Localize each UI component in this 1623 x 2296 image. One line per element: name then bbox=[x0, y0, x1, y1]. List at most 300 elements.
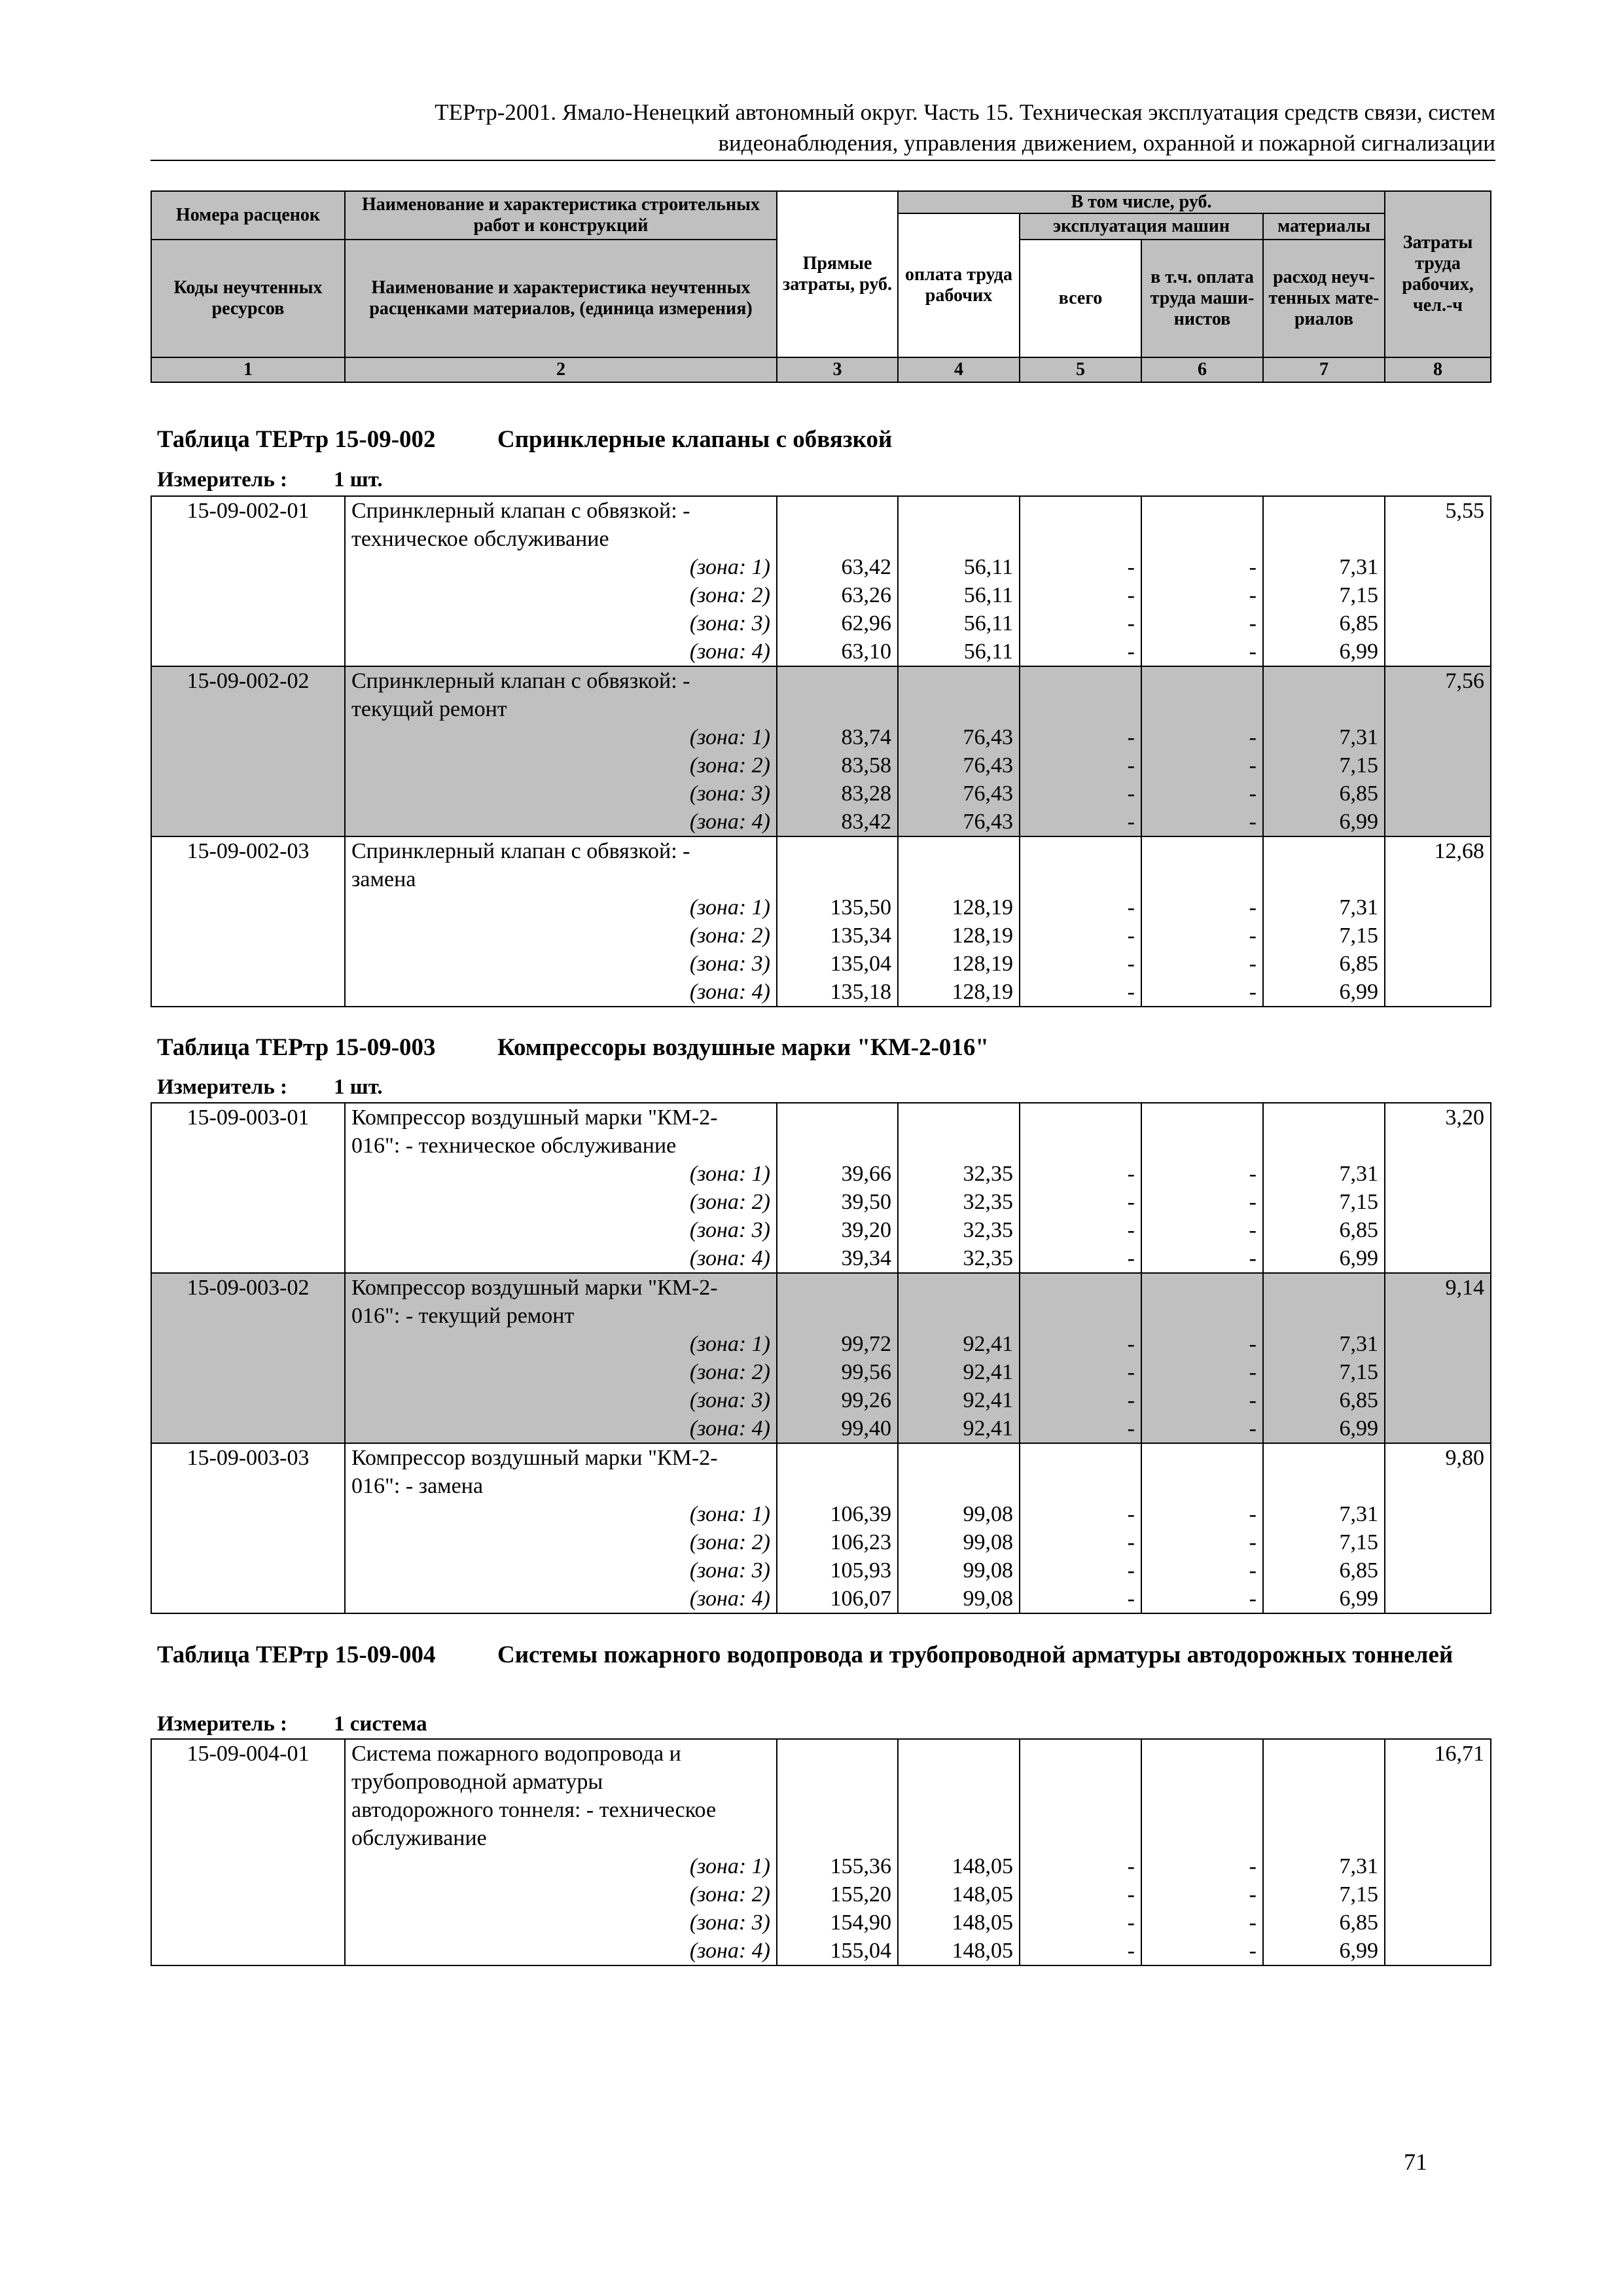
zone-label: (зона: 1) bbox=[345, 553, 777, 581]
value-mach-pay: - bbox=[1141, 978, 1263, 1007]
zone-row bbox=[151, 581, 1491, 609]
empty-cell bbox=[1385, 751, 1491, 780]
value-pay: 32,35 bbox=[898, 1188, 1020, 1216]
empty-cell bbox=[151, 1880, 345, 1909]
value-pay: 56,11 bbox=[898, 609, 1020, 637]
value-pay: 76,43 bbox=[898, 751, 1020, 780]
empty-cell bbox=[898, 666, 1020, 695]
zone-label: (зона: 4) bbox=[345, 1585, 777, 1613]
empty-cell bbox=[1385, 865, 1491, 893]
header-line-1: ТЕРтр-2001. Ямало-Ненецкий автономный округ. Часть 15. Техническая эксплуатация средств связи, систем bbox=[435, 99, 1495, 125]
empty-cell bbox=[898, 496, 1020, 525]
empty-cell bbox=[1141, 865, 1263, 893]
value-mach: - bbox=[1020, 1330, 1141, 1358]
empty-cell bbox=[151, 1386, 345, 1414]
value-pay: 92,41 bbox=[898, 1386, 1020, 1414]
zone-row bbox=[151, 1330, 1491, 1358]
table-name: Системы пожарного водопровода и трубопроводной арматуры автодорожных тоннелей bbox=[497, 1641, 1454, 1668]
value-mach: - bbox=[1020, 950, 1141, 978]
rate-description-row bbox=[151, 1739, 1491, 1768]
empty-cell bbox=[1385, 581, 1491, 609]
empty-cell bbox=[1141, 1443, 1263, 1472]
value-pay: 76,43 bbox=[898, 723, 1020, 751]
empty-cell bbox=[1385, 1160, 1491, 1188]
empty-cell bbox=[151, 1330, 345, 1358]
value-pay: 56,11 bbox=[898, 581, 1020, 609]
rate-description: обслуживание bbox=[345, 1824, 777, 1852]
empty-cell bbox=[1020, 1768, 1141, 1796]
empty-cell bbox=[151, 695, 345, 723]
rate-code: 15-09-003-03 bbox=[151, 1443, 345, 1472]
empty-cell bbox=[151, 950, 345, 978]
empty-cell bbox=[777, 1273, 898, 1302]
empty-cell bbox=[777, 865, 898, 893]
empty-cell bbox=[777, 496, 898, 525]
empty-cell bbox=[1141, 695, 1263, 723]
empty-cell bbox=[898, 1739, 1020, 1768]
value-pay: 128,19 bbox=[898, 893, 1020, 922]
empty-cell bbox=[1385, 1414, 1491, 1443]
empty-cell bbox=[151, 865, 345, 893]
zone-row bbox=[151, 808, 1491, 836]
zone-row bbox=[151, 1414, 1491, 1443]
value-direct: 62,96 bbox=[777, 609, 898, 637]
value-direct: 106,39 bbox=[777, 1500, 898, 1528]
zone-row bbox=[151, 723, 1491, 751]
empty-cell bbox=[898, 836, 1020, 865]
empty-cell bbox=[151, 1796, 345, 1824]
value-direct: 105,93 bbox=[777, 1556, 898, 1585]
value-mat: 6,99 bbox=[1263, 1414, 1385, 1443]
value-pay: 32,35 bbox=[898, 1160, 1020, 1188]
value-mach-pay: - bbox=[1141, 1188, 1263, 1216]
value-mat: 7,31 bbox=[1263, 723, 1385, 751]
empty-cell bbox=[151, 780, 345, 808]
rates-table bbox=[151, 1738, 1491, 1966]
empty-cell bbox=[1263, 1739, 1385, 1768]
zone-label: (зона: 4) bbox=[345, 1937, 777, 1965]
empty-cell bbox=[151, 978, 345, 1007]
empty-cell bbox=[151, 1852, 345, 1880]
empty-cell bbox=[1263, 525, 1385, 553]
empty-cell bbox=[1263, 1132, 1385, 1160]
empty-cell bbox=[151, 581, 345, 609]
unit-line bbox=[157, 467, 383, 493]
empty-cell bbox=[151, 808, 345, 836]
unit-value: 1 шт. bbox=[334, 468, 383, 492]
zone-label: (зона: 2) bbox=[345, 581, 777, 609]
zone-row bbox=[151, 1386, 1491, 1414]
empty-cell bbox=[1020, 1824, 1141, 1852]
empty-cell bbox=[1141, 1796, 1263, 1824]
empty-cell bbox=[777, 1472, 898, 1500]
value-pay: 148,05 bbox=[898, 1909, 1020, 1937]
zone-label: (зона: 2) bbox=[345, 1528, 777, 1556]
empty-cell bbox=[151, 1358, 345, 1386]
value-mat: 6,99 bbox=[1263, 808, 1385, 836]
unit-line bbox=[157, 1074, 383, 1100]
empty-cell bbox=[1385, 1528, 1491, 1556]
value-pay: 99,08 bbox=[898, 1585, 1020, 1613]
empty-cell bbox=[1020, 1302, 1141, 1330]
labor-cost: 3,20 bbox=[1385, 1103, 1491, 1132]
col-number: 1 bbox=[151, 357, 345, 382]
empty-cell bbox=[777, 1443, 898, 1472]
empty-cell bbox=[898, 1472, 1020, 1500]
col-header-resource-codes: Коды неучтенных ресурсов bbox=[151, 240, 345, 357]
value-mach: - bbox=[1020, 723, 1141, 751]
empty-cell bbox=[777, 525, 898, 553]
value-mach: - bbox=[1020, 1852, 1141, 1880]
zone-label: (зона: 1) bbox=[345, 893, 777, 922]
value-direct: 155,04 bbox=[777, 1937, 898, 1965]
rate-code: 15-09-004-01 bbox=[151, 1739, 345, 1768]
empty-cell bbox=[1385, 1585, 1491, 1613]
table-number: Таблица ТЕРтр 15-09-002 bbox=[157, 426, 436, 453]
value-mach: - bbox=[1020, 1414, 1141, 1443]
zone-label: (зона: 2) bbox=[345, 751, 777, 780]
rate-description: замена bbox=[345, 865, 777, 893]
empty-cell bbox=[151, 922, 345, 950]
value-mach-pay: - bbox=[1141, 609, 1263, 637]
rate-description: Компрессор воздушный марки "КМ-2- bbox=[345, 1273, 777, 1302]
rates-table bbox=[151, 495, 1491, 1007]
empty-cell bbox=[1141, 496, 1263, 525]
empty-cell bbox=[1141, 1302, 1263, 1330]
rate-description-row bbox=[151, 865, 1491, 893]
zone-label: (зона: 1) bbox=[345, 1852, 777, 1880]
page-number: 71 bbox=[1404, 2149, 1427, 2175]
value-pay: 32,35 bbox=[898, 1244, 1020, 1273]
value-mach: - bbox=[1020, 1188, 1141, 1216]
value-mach-pay: - bbox=[1141, 581, 1263, 609]
empty-cell bbox=[151, 1585, 345, 1613]
value-mach-pay: - bbox=[1141, 1414, 1263, 1443]
value-mat: 6,85 bbox=[1263, 780, 1385, 808]
zone-row bbox=[151, 609, 1491, 637]
empty-cell bbox=[151, 893, 345, 922]
empty-cell bbox=[898, 1302, 1020, 1330]
empty-cell bbox=[1020, 1132, 1141, 1160]
value-mach-pay: - bbox=[1141, 751, 1263, 780]
empty-cell bbox=[1385, 1216, 1491, 1244]
value-mat: 6,85 bbox=[1263, 1216, 1385, 1244]
value-pay: 148,05 bbox=[898, 1852, 1020, 1880]
value-direct: 99,56 bbox=[777, 1358, 898, 1386]
zone-row bbox=[151, 1852, 1491, 1880]
value-mat: 7,15 bbox=[1263, 922, 1385, 950]
empty-cell bbox=[151, 751, 345, 780]
empty-cell bbox=[1263, 666, 1385, 695]
table-number: Таблица ТЕРтр 15-09-004 bbox=[157, 1641, 436, 1668]
empty-cell bbox=[1385, 553, 1491, 581]
rate-code: 15-09-002-02 bbox=[151, 666, 345, 695]
empty-cell bbox=[1020, 1443, 1141, 1472]
value-mach: - bbox=[1020, 1585, 1141, 1613]
zone-row bbox=[151, 978, 1491, 1007]
zone-row bbox=[151, 1937, 1491, 1965]
value-direct: 99,26 bbox=[777, 1386, 898, 1414]
rate-description-row bbox=[151, 1824, 1491, 1852]
empty-cell bbox=[151, 1500, 345, 1528]
empty-cell bbox=[1385, 1132, 1491, 1160]
value-pay: 148,05 bbox=[898, 1880, 1020, 1909]
empty-cell bbox=[1020, 836, 1141, 865]
empty-cell bbox=[151, 1824, 345, 1852]
value-mach-pay: - bbox=[1141, 1500, 1263, 1528]
value-mach: - bbox=[1020, 1386, 1141, 1414]
empty-cell bbox=[1263, 836, 1385, 865]
value-mach-pay: - bbox=[1141, 1880, 1263, 1909]
unit-value: 1 шт. bbox=[334, 1075, 383, 1099]
value-mach-pay: - bbox=[1141, 950, 1263, 978]
empty-cell bbox=[1141, 1132, 1263, 1160]
value-mach-pay: - bbox=[1141, 1937, 1263, 1965]
value-mat: 6,85 bbox=[1263, 1386, 1385, 1414]
value-direct: 155,36 bbox=[777, 1852, 898, 1880]
empty-cell bbox=[777, 1302, 898, 1330]
empty-cell bbox=[1385, 525, 1491, 553]
value-mach-pay: - bbox=[1141, 1585, 1263, 1613]
zone-label: (зона: 3) bbox=[345, 609, 777, 637]
zone-row bbox=[151, 1216, 1491, 1244]
unit-label: Измеритель : bbox=[157, 468, 288, 492]
empty-cell bbox=[1020, 525, 1141, 553]
value-direct: 135,34 bbox=[777, 922, 898, 950]
value-mach: - bbox=[1020, 1556, 1141, 1585]
rates-table bbox=[151, 1102, 1491, 1614]
zone-label: (зона: 3) bbox=[345, 1909, 777, 1937]
zone-label: (зона: 1) bbox=[345, 1160, 777, 1188]
empty-cell bbox=[1385, 1824, 1491, 1852]
empty-cell bbox=[1263, 1443, 1385, 1472]
value-mat: 7,31 bbox=[1263, 1330, 1385, 1358]
col-header-material-name: Наименование и характеристика неучтенных расценками материалов, (единица измерения) bbox=[345, 240, 777, 357]
value-direct: 135,04 bbox=[777, 950, 898, 978]
col-number: 3 bbox=[777, 357, 898, 382]
rate-description: Компрессор воздушный марки "КМ-2- bbox=[345, 1103, 777, 1132]
zone-label: (зона: 2) bbox=[345, 1880, 777, 1909]
empty-cell bbox=[1385, 723, 1491, 751]
empty-cell bbox=[151, 1414, 345, 1443]
empty-cell bbox=[151, 1244, 345, 1273]
empty-cell bbox=[1385, 1909, 1491, 1937]
value-mach-pay: - bbox=[1141, 1386, 1263, 1414]
rate-code: 15-09-002-01 bbox=[151, 496, 345, 525]
unit-line bbox=[157, 1711, 427, 1737]
value-mach: - bbox=[1020, 1244, 1141, 1273]
empty-cell bbox=[1385, 609, 1491, 637]
value-mat: 7,15 bbox=[1263, 1188, 1385, 1216]
zone-row bbox=[151, 1188, 1491, 1216]
header-line-2: видеонаблюдения, управления движением, охранной и пожарной сигнализации bbox=[718, 130, 1495, 156]
empty-cell bbox=[898, 525, 1020, 553]
col-number: 5 bbox=[1020, 357, 1141, 382]
value-direct: 155,20 bbox=[777, 1880, 898, 1909]
empty-cell bbox=[1385, 1796, 1491, 1824]
col-header-material-consumption: расход неуч-тенных мате-риалов bbox=[1263, 240, 1385, 357]
value-mach: - bbox=[1020, 581, 1141, 609]
col-header-materials: материалы bbox=[1263, 213, 1385, 240]
empty-cell bbox=[151, 553, 345, 581]
value-mat: 7,31 bbox=[1263, 1852, 1385, 1880]
value-mach: - bbox=[1020, 1500, 1141, 1528]
rate-description-row bbox=[151, 1103, 1491, 1132]
rate-description-row bbox=[151, 1273, 1491, 1302]
zone-row bbox=[151, 751, 1491, 780]
empty-cell bbox=[1141, 1768, 1263, 1796]
zone-row bbox=[151, 1585, 1491, 1613]
empty-cell bbox=[1020, 1739, 1141, 1768]
empty-cell bbox=[1385, 893, 1491, 922]
empty-cell bbox=[1385, 1302, 1491, 1330]
zone-label: (зона: 1) bbox=[345, 723, 777, 751]
empty-cell bbox=[1141, 1824, 1263, 1852]
value-pay: 99,08 bbox=[898, 1528, 1020, 1556]
rate-description: Спринклерный клапан с обвязкой: - bbox=[345, 836, 777, 865]
value-mach-pay: - bbox=[1141, 1528, 1263, 1556]
empty-cell bbox=[151, 1216, 345, 1244]
value-pay: 92,41 bbox=[898, 1358, 1020, 1386]
value-mach: - bbox=[1020, 922, 1141, 950]
rate-code: 15-09-003-02 bbox=[151, 1273, 345, 1302]
col-header-work-name: Наименование и характеристика строительных работ и конструкций bbox=[345, 191, 777, 240]
rate-description: техническое обслуживание bbox=[345, 525, 777, 553]
value-direct: 83,28 bbox=[777, 780, 898, 808]
value-pay: 128,19 bbox=[898, 922, 1020, 950]
empty-cell bbox=[777, 1824, 898, 1852]
page-header bbox=[151, 97, 1495, 161]
zone-row bbox=[151, 893, 1491, 922]
zone-label: (зона: 3) bbox=[345, 780, 777, 808]
rate-code: 15-09-002-03 bbox=[151, 836, 345, 865]
empty-cell bbox=[151, 1302, 345, 1330]
value-pay: 92,41 bbox=[898, 1414, 1020, 1443]
rate-description-row bbox=[151, 695, 1491, 723]
value-mat: 7,31 bbox=[1263, 1500, 1385, 1528]
empty-cell bbox=[1385, 1330, 1491, 1358]
empty-cell bbox=[151, 1188, 345, 1216]
empty-cell bbox=[777, 666, 898, 695]
value-pay: 148,05 bbox=[898, 1937, 1020, 1965]
empty-cell bbox=[1385, 1880, 1491, 1909]
empty-cell bbox=[1385, 1852, 1491, 1880]
empty-cell bbox=[1020, 1472, 1141, 1500]
zone-row bbox=[151, 637, 1491, 666]
value-mach: - bbox=[1020, 978, 1141, 1007]
unit-label: Измеритель : bbox=[157, 1075, 288, 1099]
rate-description-row bbox=[151, 1443, 1491, 1472]
empty-cell bbox=[1385, 780, 1491, 808]
zone-row bbox=[151, 1880, 1491, 1909]
empty-cell bbox=[777, 1739, 898, 1768]
col-number: 6 bbox=[1141, 357, 1263, 382]
rate-description-row bbox=[151, 525, 1491, 553]
empty-cell bbox=[151, 1768, 345, 1796]
value-direct: 83,58 bbox=[777, 751, 898, 780]
value-mach-pay: - bbox=[1141, 637, 1263, 666]
rate-description: текущий ремонт bbox=[345, 695, 777, 723]
value-mat: 7,15 bbox=[1263, 581, 1385, 609]
value-mach-pay: - bbox=[1141, 553, 1263, 581]
empty-cell bbox=[1263, 1302, 1385, 1330]
empty-cell bbox=[1263, 1796, 1385, 1824]
value-mat: 7,15 bbox=[1263, 1358, 1385, 1386]
value-pay: 92,41 bbox=[898, 1330, 1020, 1358]
zone-row bbox=[151, 950, 1491, 978]
col-header-rate-numbers: Номера расценок bbox=[151, 191, 345, 240]
empty-cell bbox=[898, 1132, 1020, 1160]
zone-label: (зона: 2) bbox=[345, 1188, 777, 1216]
labor-cost: 9,80 bbox=[1385, 1443, 1491, 1472]
empty-cell bbox=[1141, 836, 1263, 865]
empty-cell bbox=[1385, 922, 1491, 950]
empty-cell bbox=[1263, 1824, 1385, 1852]
empty-cell bbox=[1385, 1768, 1491, 1796]
empty-cell bbox=[777, 1796, 898, 1824]
value-pay: 99,08 bbox=[898, 1556, 1020, 1585]
empty-cell bbox=[151, 1472, 345, 1500]
rate-code: 15-09-003-01 bbox=[151, 1103, 345, 1132]
empty-cell bbox=[898, 1768, 1020, 1796]
col-header-including: В том числе, руб. bbox=[898, 191, 1385, 213]
empty-cell bbox=[1385, 695, 1491, 723]
value-mat: 6,99 bbox=[1263, 1244, 1385, 1273]
value-direct: 63,42 bbox=[777, 553, 898, 581]
col-header-direct-costs: Прямые затраты, руб. bbox=[777, 191, 898, 357]
unit-value: 1 система bbox=[334, 1712, 427, 1736]
value-direct: 135,50 bbox=[777, 893, 898, 922]
empty-cell bbox=[151, 1937, 345, 1965]
zone-label: (зона: 4) bbox=[345, 1414, 777, 1443]
zone-label: (зона: 3) bbox=[345, 1556, 777, 1585]
col-header-worker-pay: оплата труда рабочих bbox=[898, 213, 1020, 357]
empty-cell bbox=[1385, 808, 1491, 836]
value-direct: 154,90 bbox=[777, 1909, 898, 1937]
empty-cell bbox=[1020, 1796, 1141, 1824]
value-direct: 106,23 bbox=[777, 1528, 898, 1556]
empty-cell bbox=[1385, 978, 1491, 1007]
empty-cell bbox=[1385, 1556, 1491, 1585]
empty-cell bbox=[1020, 666, 1141, 695]
zone-label: (зона: 1) bbox=[345, 1330, 777, 1358]
value-mach: - bbox=[1020, 780, 1141, 808]
col-header-operator-pay: в т.ч. оплата труда маши-нистов bbox=[1141, 240, 1263, 357]
empty-cell bbox=[1263, 1768, 1385, 1796]
empty-cell bbox=[1020, 865, 1141, 893]
empty-cell bbox=[1020, 496, 1141, 525]
value-mach: - bbox=[1020, 637, 1141, 666]
zone-label: (зона: 3) bbox=[345, 1216, 777, 1244]
value-mat: 6,85 bbox=[1263, 1909, 1385, 1937]
rate-description: 016": - техническое обслуживание bbox=[345, 1132, 777, 1160]
empty-cell bbox=[151, 609, 345, 637]
value-mach-pay: - bbox=[1141, 780, 1263, 808]
empty-cell bbox=[1385, 1244, 1491, 1273]
table-name: Спринклерные клапаны с обвязкой bbox=[497, 426, 893, 453]
rate-description-row bbox=[151, 666, 1491, 695]
empty-cell bbox=[1263, 695, 1385, 723]
zone-row bbox=[151, 1500, 1491, 1528]
empty-cell bbox=[1141, 525, 1263, 553]
zone-label: (зона: 1) bbox=[345, 1500, 777, 1528]
value-mat: 7,31 bbox=[1263, 893, 1385, 922]
empty-cell bbox=[1141, 666, 1263, 695]
value-mach: - bbox=[1020, 1160, 1141, 1188]
zone-label: (зона: 4) bbox=[345, 637, 777, 666]
value-pay: 56,11 bbox=[898, 553, 1020, 581]
rate-description-row bbox=[151, 496, 1491, 525]
